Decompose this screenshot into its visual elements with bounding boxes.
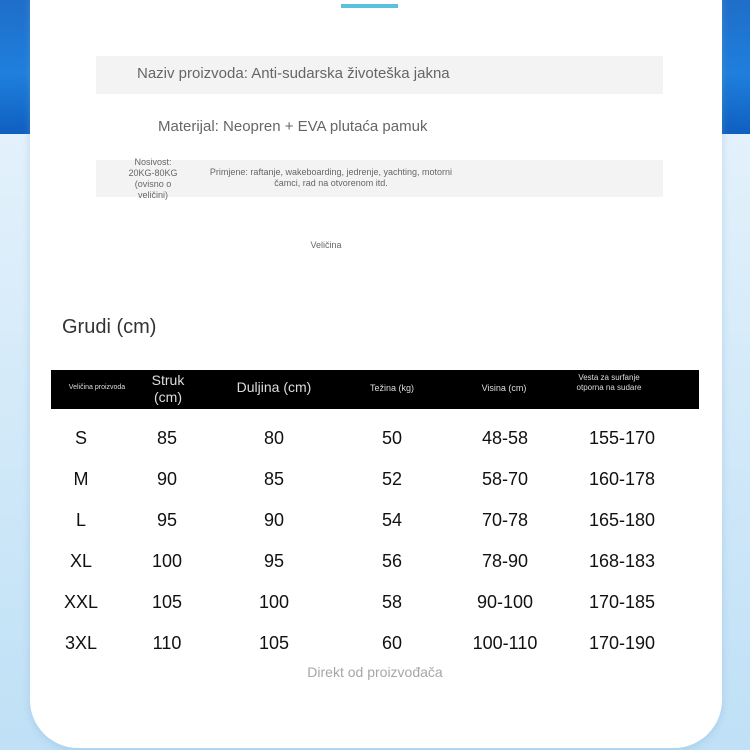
cell-height: 90-100 — [476, 592, 534, 612]
header-height: Visina (cm) — [481, 383, 527, 393]
cell-length: 90 — [263, 510, 285, 530]
header-waist: Struk (cm) — [151, 372, 185, 405]
cell-size: S — [74, 428, 88, 448]
cell-size: 3XL — [64, 633, 98, 653]
table-row — [0, 551, 750, 581]
size-label: Veličina — [310, 240, 342, 250]
cell-length: 80 — [263, 428, 285, 448]
table-row — [0, 428, 750, 458]
cell-vest: 155-170 — [588, 428, 656, 448]
table-header — [51, 370, 699, 409]
product-name: Naziv proizvoda: Anti-sudarska životeška jakna — [137, 65, 450, 82]
product-material: Materijal: Neopren + EVA plutaća pamuk — [158, 118, 428, 135]
cell-waist: 105 — [151, 592, 183, 612]
cell-waist: 100 — [151, 551, 183, 571]
table-row — [0, 469, 750, 499]
cell-waist: 95 — [156, 510, 178, 530]
cell-height: 48-58 — [481, 428, 529, 448]
cell-vest: 170-185 — [588, 592, 656, 612]
table-row — [0, 592, 750, 622]
cell-size: XXL — [63, 592, 99, 612]
product-usage: Primjene: raftanje, wakeboarding, jedrenje, yachting, motorni čamci, rad na otvorenom itd. — [209, 167, 453, 188]
cell-weight: 58 — [381, 592, 403, 612]
header-weight: Težina (kg) — [369, 383, 414, 393]
footer-text: Direkt od proizvođača — [307, 664, 443, 680]
cell-weight: 52 — [381, 469, 403, 489]
cell-length: 105 — [258, 633, 290, 653]
header-vest: Vesta za surfanje otporna na sudare — [576, 373, 642, 392]
header-length: Duljina (cm) — [236, 379, 312, 395]
cell-height: 100-110 — [472, 633, 538, 653]
cell-waist: 85 — [156, 428, 178, 448]
cell-weight: 54 — [381, 510, 403, 530]
table-row — [0, 633, 750, 663]
cell-waist: 110 — [152, 633, 182, 653]
table-title: Grudi (cm) — [62, 316, 157, 338]
cell-weight: 50 — [381, 428, 403, 448]
product-load: Nosivost: 20KG-80KG (ovisno o veličini) — [128, 157, 178, 200]
cell-size: M — [73, 469, 89, 489]
cell-height: 78-90 — [481, 551, 529, 571]
cell-length: 95 — [263, 551, 285, 571]
cell-vest: 160-178 — [588, 469, 656, 489]
cell-height: 70-78 — [481, 510, 529, 530]
cell-vest: 168-183 — [588, 551, 656, 571]
cell-size: L — [75, 510, 87, 530]
cell-vest: 165-180 — [588, 510, 656, 530]
cell-weight: 56 — [381, 551, 403, 571]
accent-bar — [341, 4, 398, 8]
cell-length: 100 — [258, 592, 290, 612]
table-row — [0, 510, 750, 540]
cell-height: 58-70 — [481, 469, 529, 489]
cell-length: 85 — [263, 469, 285, 489]
cell-size: XL — [69, 551, 93, 571]
cell-weight: 60 — [381, 633, 403, 653]
cell-waist: 90 — [156, 469, 178, 489]
cell-vest: 170-190 — [588, 633, 656, 653]
header-size: Veličina proizvoda — [68, 384, 126, 391]
